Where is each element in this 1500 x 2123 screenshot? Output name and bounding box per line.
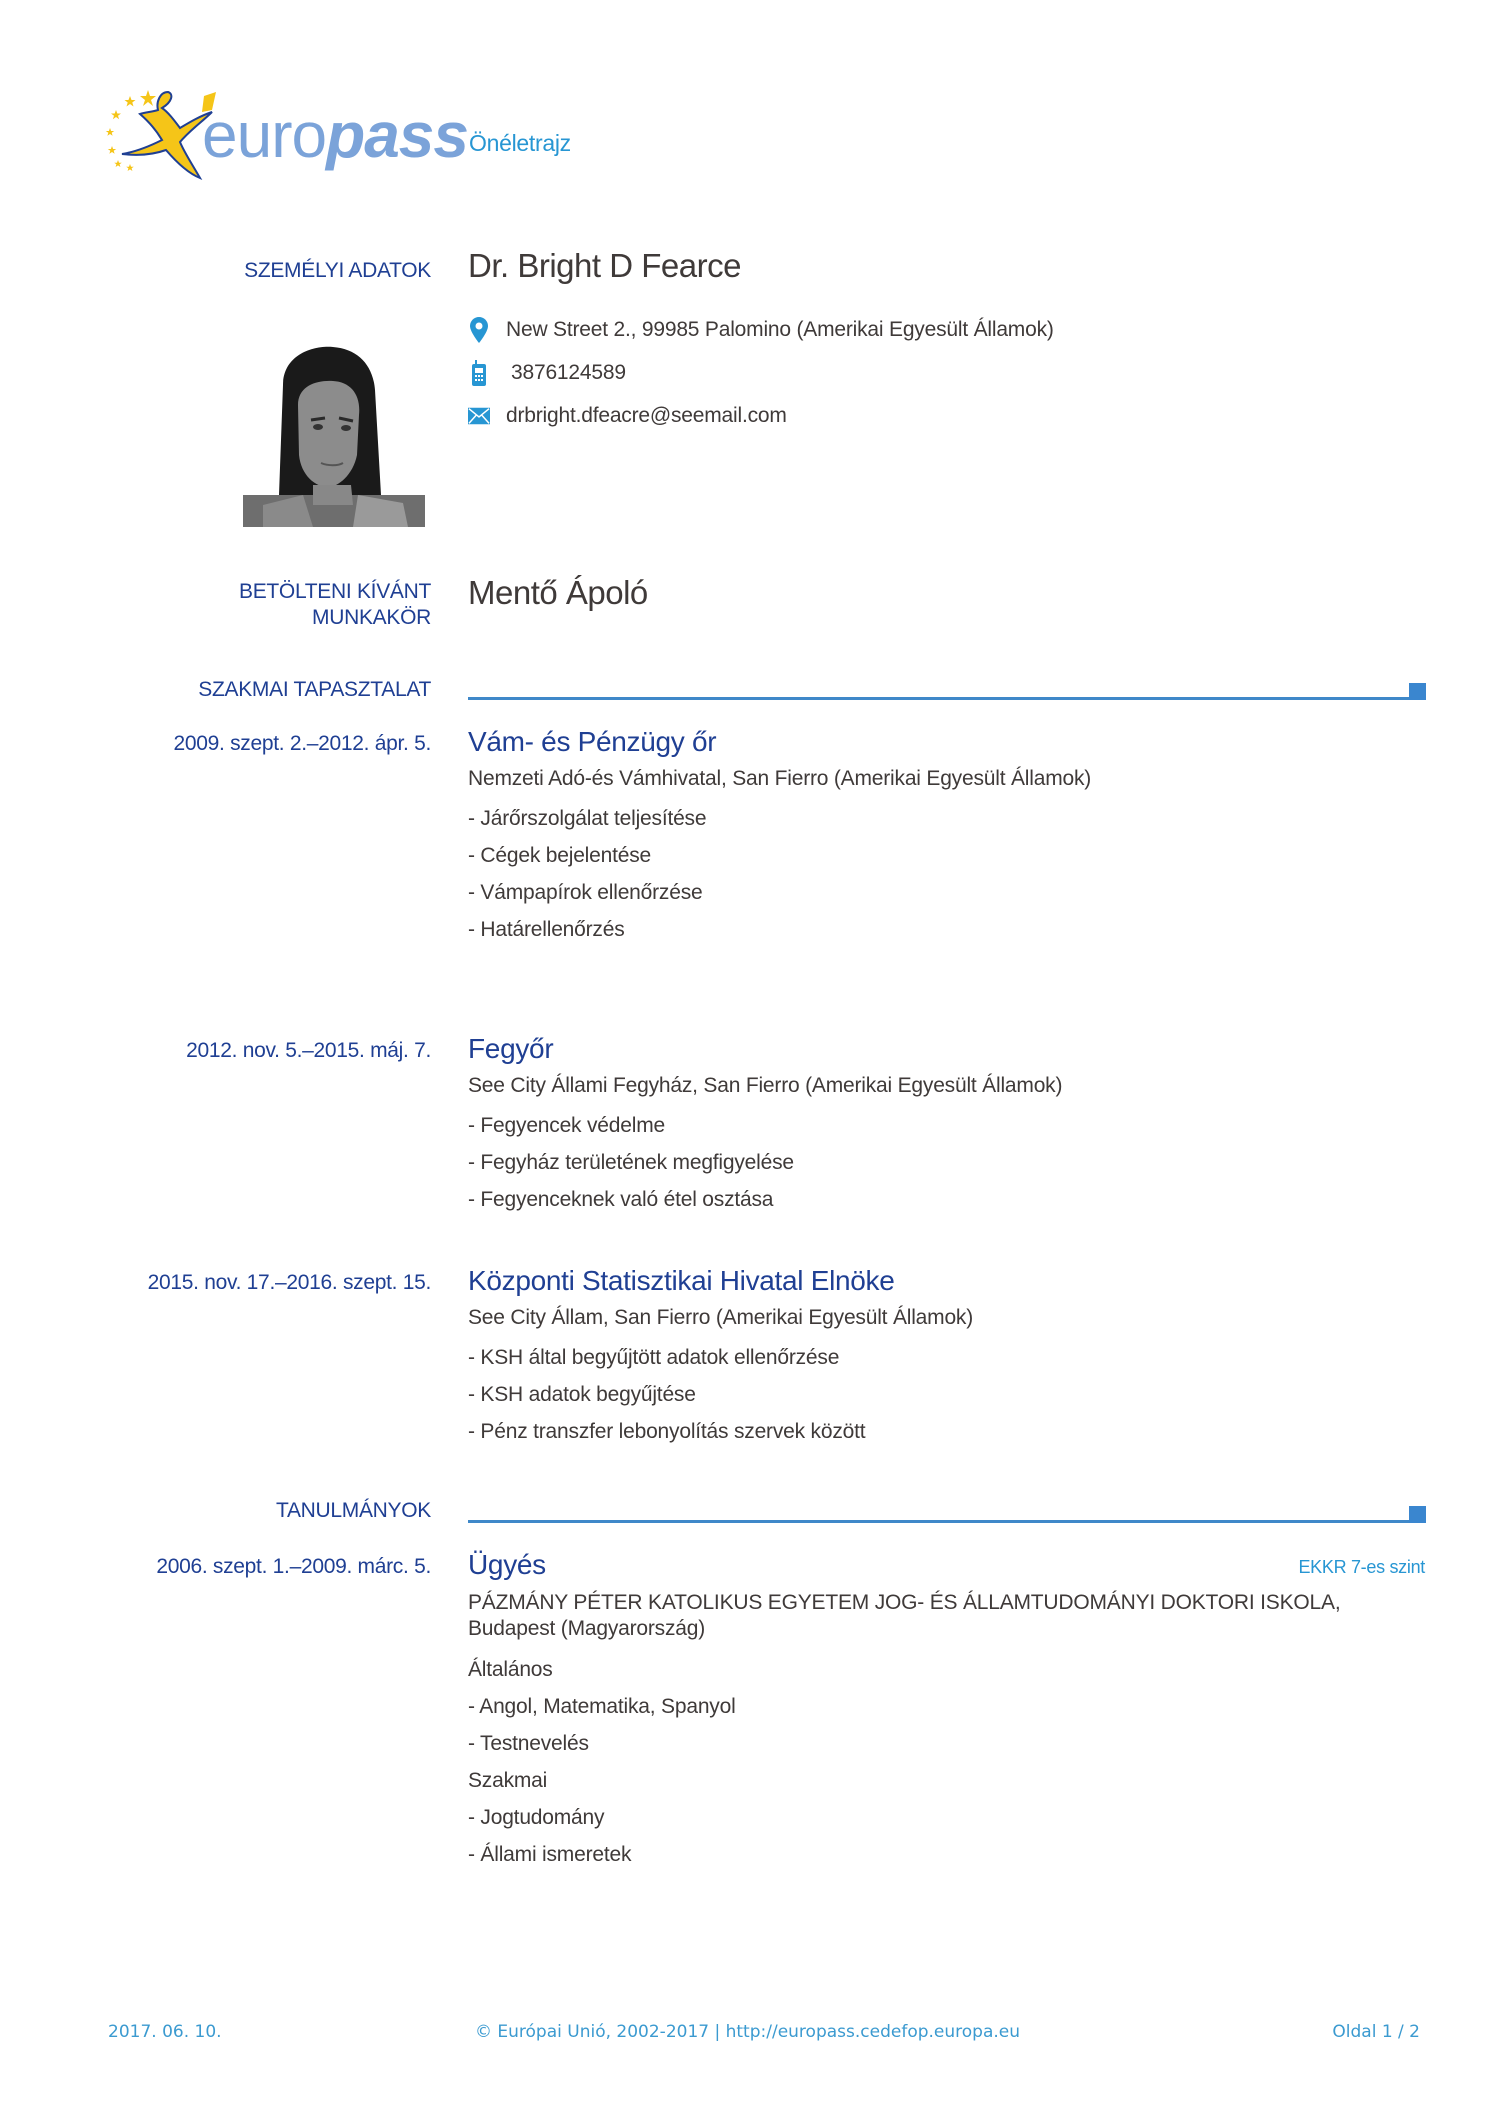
contact-phone [468, 360, 626, 386]
experience-org: See City Állami Fegyház, San Fierro (Amerikai Egyesült Államok) [468, 1074, 1063, 1097]
experience-org: See City Állam, San Fierro (Amerikai Egyesült Államok) [468, 1306, 974, 1329]
experience-bullets [468, 800, 706, 948]
education-details [468, 1651, 736, 1873]
experience-dates: 2009. szept. 2.–2012. ápr. 5. [173, 732, 431, 755]
detail-line: - Testnevelés [468, 1732, 589, 1755]
phone-text[interactable]: 3876124589 [511, 361, 626, 384]
section-label-position-line1: BETÖLTENI KÍVÁNT [238, 580, 431, 603]
experience-title: Vám- és Pénzügy őr [468, 726, 717, 757]
footer-date: 2017. 06. 10. [108, 2022, 222, 2042]
envelope-icon [468, 403, 490, 429]
detail-line: Általános [468, 1658, 553, 1681]
mobile-phone-icon [468, 360, 490, 386]
logo-text-pass: pass [326, 99, 468, 171]
section-label-experience: SZAKMAI TAPASZTALAT [198, 678, 431, 701]
europass-logo [100, 82, 468, 192]
education-level: EKKR 7-es szint [1298, 1557, 1425, 1577]
detail-line: Szakmai [468, 1769, 548, 1792]
experience-title: Fegyőr [468, 1033, 554, 1064]
experience-dates: 2012. nov. 5.–2015. máj. 7. [186, 1039, 431, 1062]
institution-line1: PÁZMÁNY PÉTER KATOLIKUS EGYETEM JOG- ÉS ÁLLAMTUDOMÁNYI DOKTORI ISKOLA, [468, 1591, 1341, 1614]
detail-line: - Jogtudomány [468, 1806, 605, 1829]
detail-line: - Állami ismeretek [468, 1843, 632, 1866]
education-dates: 2006. szept. 1.–2009. márc. 5. [156, 1555, 431, 1578]
bullet-item: - Fegyház területének megfigyelése [468, 1151, 794, 1174]
contact-email [468, 403, 787, 429]
experience-bullets [468, 1339, 865, 1450]
experience-title: Központi Statisztikai Hivatal Elnöke [468, 1265, 895, 1296]
section-marker-education [1409, 1506, 1426, 1523]
institution-line2: Budapest (Magyarország) [468, 1617, 706, 1640]
section-label-position [239, 579, 431, 631]
section-marker-experience [1409, 683, 1426, 700]
bullet-item: - Határellenőrzés [468, 918, 625, 941]
detail-line: - Angol, Matematika, Spanyol [468, 1695, 736, 1718]
logo-text-euro: euro [202, 99, 327, 171]
desired-position: Mentő Ápoló [468, 574, 648, 611]
bullet-item: - KSH által begyűjtött adatok ellenőrzése [468, 1346, 840, 1369]
doc-title: Önéletrajz [469, 130, 571, 156]
section-divider-education [468, 1520, 1411, 1523]
bullet-item: - Járőrszolgálat teljesítése [468, 807, 707, 830]
section-label-education: TANULMÁNYOK [276, 1499, 431, 1522]
experience-dates: 2015. nov. 17.–2016. szept. 15. [147, 1271, 431, 1294]
education-title: Ügyés [468, 1549, 546, 1580]
address-text: New Street 2., 99985 Palomino (Amerikai Egyesült Államok) [506, 318, 1054, 341]
experience-org: Nemzeti Adó-és Vámhivatal, San Fierro (Amerikai Egyesült Államok) [468, 767, 1092, 790]
footer-copyright[interactable]: © Európai Unió, 2002-2017 | http://europass.cedefop.europa.eu [475, 2022, 1021, 2042]
logo-wordmark [202, 100, 468, 170]
bullet-item: - Fegyenceknek való étel osztása [468, 1188, 774, 1211]
candidate-name: Dr. Bright D Fearce [468, 247, 741, 284]
profile-photo [243, 345, 425, 527]
education-institution [468, 1590, 1340, 1642]
footer-page-number: Oldal 1 / 2 [1332, 2022, 1420, 2042]
bullet-item: - KSH adatok begyűjtése [468, 1383, 696, 1406]
section-divider-experience [468, 697, 1411, 700]
contact-address [468, 317, 1054, 343]
bullet-item: - Fegyencek védelme [468, 1114, 665, 1137]
experience-bullets [468, 1107, 794, 1218]
location-pin-icon [468, 317, 490, 343]
email-link[interactable]: drbright.dfeacre@seemail.com [506, 404, 787, 427]
section-label-personal: SZEMÉLYI ADATOK [244, 259, 431, 282]
section-label-position-line2: MUNKAKÖR [312, 606, 431, 629]
bullet-item: - Vámpapírok ellenőrzése [468, 881, 703, 904]
bullet-item: - Cégek bejelentése [468, 844, 651, 867]
bullet-item: - Pénz transzfer lebonyolítás szervek között [468, 1420, 866, 1443]
